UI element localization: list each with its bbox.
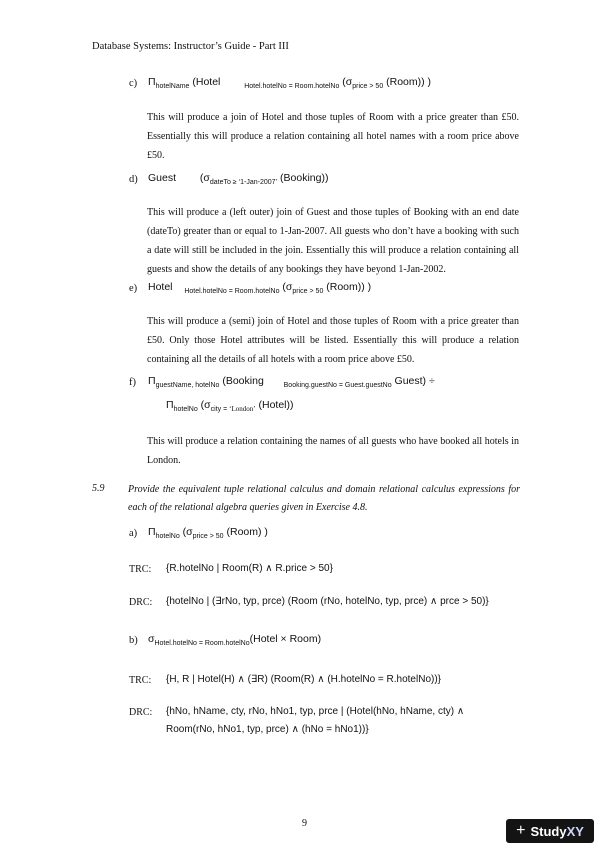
brand-study: Study [530,823,567,839]
sub-a-drc-label: DRC: [129,597,153,608]
selection-subscript: price > 50 [352,83,384,90]
item-d-explanation: This will produce a (left outer) join of Guest and those tuples of Booking with an end date (dateTo) greater than or equal to 1-Jan-2007. All guests who don’t have a booking with such a date will still be included in the join. Essentially this will produce a relation containing all guests and show the details of any bookings they have beyond 1-Jan-2002. [147,207,519,275]
projection-subscript: hotelNo [155,533,180,540]
brand-wordmark [530,824,583,839]
relation-hotel: (Hotel [192,76,221,88]
running-header: Database Systems: Instructor’s Guide - Part III [92,41,289,52]
sub-b-trc-label: TRC: [129,675,152,686]
projection-subscript: guestName, hotelNo [155,382,220,389]
selection-subscript: Hotel.hotelNo = Room.hotelNo [154,640,250,647]
sub-a-trc-label: TRC: [129,564,152,575]
item-c-explanation: This will produce a join of Hotel and those tuples of Room with a price greater than £50. Essentially this will produce a relation containing all hotel names with a room price above £50. [147,112,519,161]
expression-tail: (Room)) ) [326,281,372,293]
expression-tail: (Room) ) [226,526,268,538]
sub-b-drc-label: DRC: [129,707,153,718]
selection-subscript: dateTo ≥ ‘1-Jan-2007’ [209,179,278,186]
expression-tail: (Hotel)) [258,399,294,411]
selection-subscript: price > 50 [192,533,224,540]
relation-hotel: Hotel [148,281,173,293]
item-e-explanation: This will produce a (semi) join of Hotel and those tuples of Room with a price greater than £50. Only those Hotel attributes will be listed. Essentially this will produce a relation containing all the details of all hotels with a room price above £50. [147,316,519,365]
relation-guest-division: Guest) ÷ [394,375,435,387]
relation-guest: Guest [148,172,177,184]
semijoin-condition: Hotel.hotelNo = Room.hotelNo [184,288,280,295]
item-f-expression-line2 [166,399,294,411]
sub-b-expression [148,633,321,645]
sub-a-expression [148,526,268,538]
page-number: 9 [302,818,307,829]
join-condition: Booking.guestNo = Guest.guestNo [283,382,392,389]
item-c-expression [148,76,431,88]
selection-symbol: σ [148,633,155,645]
join-condition: Hotel.hotelNo = Room.hotelNo [244,83,340,90]
item-f-label: f) [129,377,136,388]
item-e-label: e) [129,283,138,294]
sub-a-label: a) [129,528,138,539]
sub-b-drc-expression-line2: Room(rNo, hNo1, typ, prce) ∧ (hNo = hNo1))} [166,724,369,735]
sub-a-trc-expression: {R.hotelNo | Room(R) ∧ R.price > 50} [166,563,333,574]
question-number: 5.9 [92,483,105,494]
selection-subscript: city = [210,406,230,413]
projection-subscript: hotelNo [173,406,198,413]
selection-literal: ‘London’ [229,405,256,413]
item-e-expression [148,281,371,293]
projection-symbol: Π [166,399,174,411]
item-f-expression-line1 [148,375,435,387]
brand-xy: XY [566,823,584,839]
sub-b-drc-expression-line1: {hNo, hName, cty, rNo, hNo1, typ, prce | (Hotel(hNo, hName, cty) ∧ [166,706,465,717]
plus-icon: + [516,822,526,839]
studyxy-watermark-logo [506,819,594,843]
expression-tail: (Hotel × Room) [249,633,322,645]
projection-symbol: Π [148,375,156,387]
sub-b-trc-expression: {H, R | Hotel(H) ∧ (∃R) (Room(R) ∧ (H.hotelNo = R.hotelNo))} [166,674,441,685]
selection-symbol: (σ [182,526,193,538]
expression-tail: (Room)) ) [386,76,432,88]
selection-symbol: (σ [282,281,293,293]
projection-symbol: Π [148,76,156,88]
sub-a-drc-expression: {hotelNo | (∃rNo, typ, prce) (Room (rNo, hotelNo, typ, prce) ∧ prce > 50)} [166,596,489,607]
item-c-label: c) [129,78,138,89]
projection-symbol: Π [148,526,156,538]
expression-tail: (Booking)) [280,172,329,184]
selection-symbol: (σ [342,76,353,88]
item-f-explanation: This will produce a relation containing the names of all guests who have booked all hotels in London. [147,436,519,466]
relation-booking: (Booking [222,375,264,387]
item-d-expression [148,172,328,184]
selection-subscript: price > 50 [292,288,324,295]
sub-b-label: b) [129,635,138,646]
question-text: Provide the equivalent tuple relational calculus and domain relational calculus expressions for each of the relational algebra queries given in Exercise 4.8. [128,484,520,513]
selection-symbol: (σ [200,399,211,411]
projection-subscript: hotelName [155,83,190,90]
item-d-label: d) [129,174,138,185]
selection-symbol: (σ [199,172,210,184]
